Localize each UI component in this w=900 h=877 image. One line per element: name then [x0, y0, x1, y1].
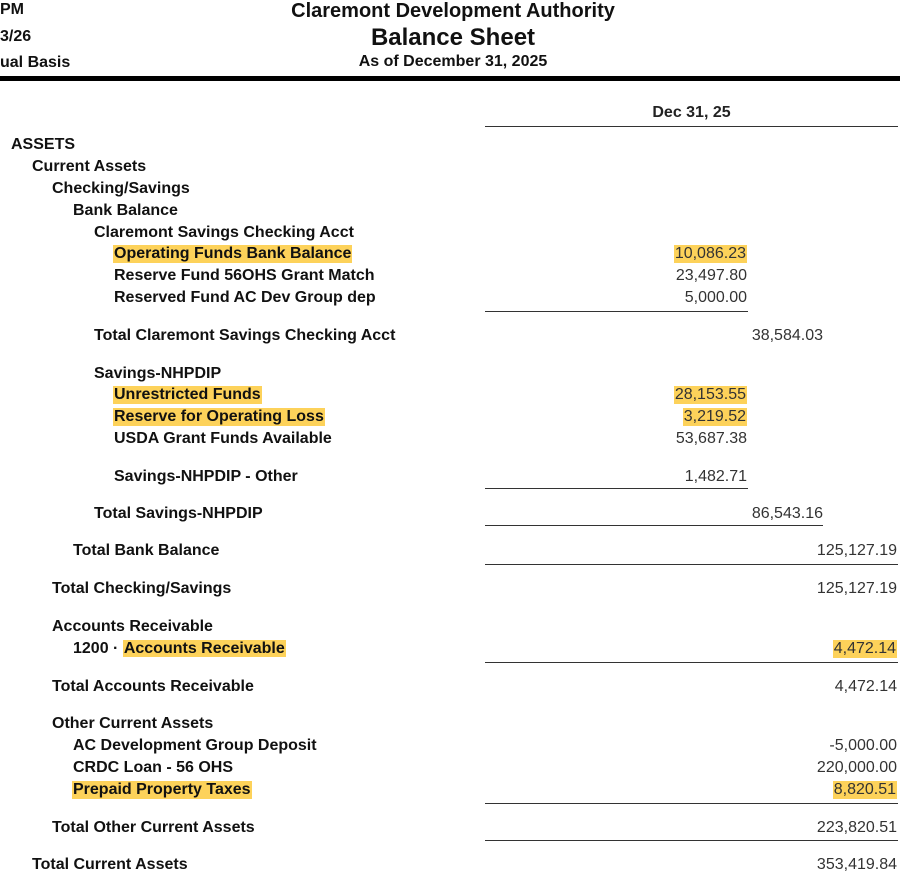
row-amount: -5,000.00: [829, 737, 897, 754]
row-label: Reserve for Operating Loss: [114, 408, 324, 425]
total-row-accounts-receivable: [0, 677, 900, 699]
report-time: PM: [0, 1, 24, 18]
row-label: Savings-NHPDIP: [94, 365, 222, 382]
account-number: [73, 640, 286, 658]
row-label: USDA Grant Funds Available: [114, 430, 332, 447]
account-row-reserved-ac-dev: [0, 288, 900, 310]
row-amount: 220,000.00: [816, 759, 897, 776]
account-row-ar-1200: [0, 639, 900, 661]
row-label: Reserve Fund 56OHS Grant Match: [114, 267, 375, 284]
account-row-crdc-loan: [0, 758, 900, 780]
subtotal-rule: [485, 840, 898, 841]
row-amount: 10,086.23: [674, 245, 746, 262]
row-amount: 4,472.14: [834, 678, 897, 695]
account-row-ac-dev-deposit: [0, 736, 900, 758]
row-amount: 1,482.71: [684, 468, 747, 485]
row-amount: 3,219.52: [683, 408, 746, 425]
total-row-bank-balance: [0, 541, 900, 563]
report-basis: ual Basis: [0, 54, 71, 71]
subtotal-rule: [485, 803, 898, 804]
row-label: Reserved Fund AC Dev Group dep: [114, 289, 376, 306]
total-row-other-current-assets: [0, 818, 900, 840]
row-label: Total Savings-NHPDIP: [94, 505, 263, 522]
row-label: Total Accounts Receivable: [52, 678, 254, 695]
row-amount: 38,584.03: [751, 327, 823, 344]
row-label: Total Checking/Savings: [52, 580, 232, 597]
row-label: Accounts Receivable: [52, 618, 213, 635]
row-label: Accounts Receivable: [123, 640, 285, 657]
account-row-operating-funds: [0, 244, 900, 266]
row-amount: 125,127.19: [816, 580, 897, 597]
row-amount: 53,687.38: [675, 430, 747, 447]
account-row-reserve-operating-loss: [0, 407, 900, 429]
header-divider: [0, 76, 900, 81]
group-accounts-receivable: [0, 617, 900, 639]
row-label: Total Bank Balance: [73, 542, 220, 559]
row-label: Total Claremont Savings Checking Acct: [94, 327, 396, 344]
group-checking-savings: [0, 179, 900, 201]
row-label: Unrestricted Funds: [114, 386, 261, 403]
row-label: Total Current Assets: [32, 856, 188, 873]
account-row-savings-nhpdip-other: [0, 467, 900, 489]
group-claremont-checking: [0, 223, 900, 245]
row-label: Current Assets: [32, 158, 147, 175]
group-savings-nhpdip: [0, 364, 900, 386]
account-row-prepaid-taxes: [0, 780, 900, 802]
report-date: 3/26: [0, 28, 32, 45]
group-current-assets: [0, 157, 900, 179]
total-row-savings-nhpdip: [0, 504, 900, 526]
group-other-current-assets: [0, 714, 900, 736]
company-name: Claremont Development Authority: [291, 0, 615, 22]
row-amount: 86,543.16: [751, 505, 823, 522]
report-title: Balance Sheet: [370, 24, 536, 51]
row-label: ASSETS: [11, 136, 76, 153]
row-amount: 223,820.51: [816, 819, 897, 836]
row-label: CRDC Loan - 56 OHS: [73, 759, 234, 776]
report-as-of-date: As of December 31, 2025: [358, 53, 548, 70]
subtotal-rule: [485, 311, 748, 312]
row-amount: 28,153.55: [674, 386, 746, 403]
total-row-claremont-checking: [0, 326, 900, 348]
subtotal-rule: [485, 525, 823, 526]
subtotal-rule: [485, 564, 898, 565]
row-label: Total Other Current Assets: [52, 819, 255, 836]
row-label: Other Current Assets: [52, 715, 214, 732]
row-label: Bank Balance: [73, 202, 178, 219]
account-row-usda-grant: [0, 429, 900, 451]
group-bank-balance: [0, 201, 900, 223]
account-row-unrestricted-funds: [0, 385, 900, 407]
total-row-current-assets: [0, 855, 900, 877]
row-label: AC Development Group Deposit: [73, 737, 317, 754]
subtotal-rule: [485, 488, 748, 489]
row-label: Operating Funds Bank Balance: [114, 245, 352, 262]
subtotal-rule: [485, 662, 898, 663]
section-assets: [0, 135, 900, 157]
account-row-reserve-56ohs: [0, 266, 900, 288]
row-amount: 23,497.80: [675, 267, 747, 284]
row-amount: 353,419.84: [816, 856, 897, 873]
column-header-underline: [485, 126, 898, 127]
account-prefix: 1200 ·: [73, 640, 123, 657]
row-label: Savings-NHPDIP - Other: [114, 468, 298, 485]
row-label: Checking/Savings: [52, 180, 190, 197]
row-amount: 8,820.51: [833, 781, 896, 798]
row-label: Claremont Savings Checking Acct: [94, 224, 354, 241]
row-amount: 5,000.00: [684, 289, 747, 306]
row-amount: 125,127.19: [816, 542, 897, 559]
total-row-checking-savings: [0, 579, 900, 601]
row-label: Prepaid Property Taxes: [73, 781, 251, 798]
row-amount: 4,472.14: [833, 640, 896, 657]
column-header: Dec 31, 25: [652, 104, 731, 121]
